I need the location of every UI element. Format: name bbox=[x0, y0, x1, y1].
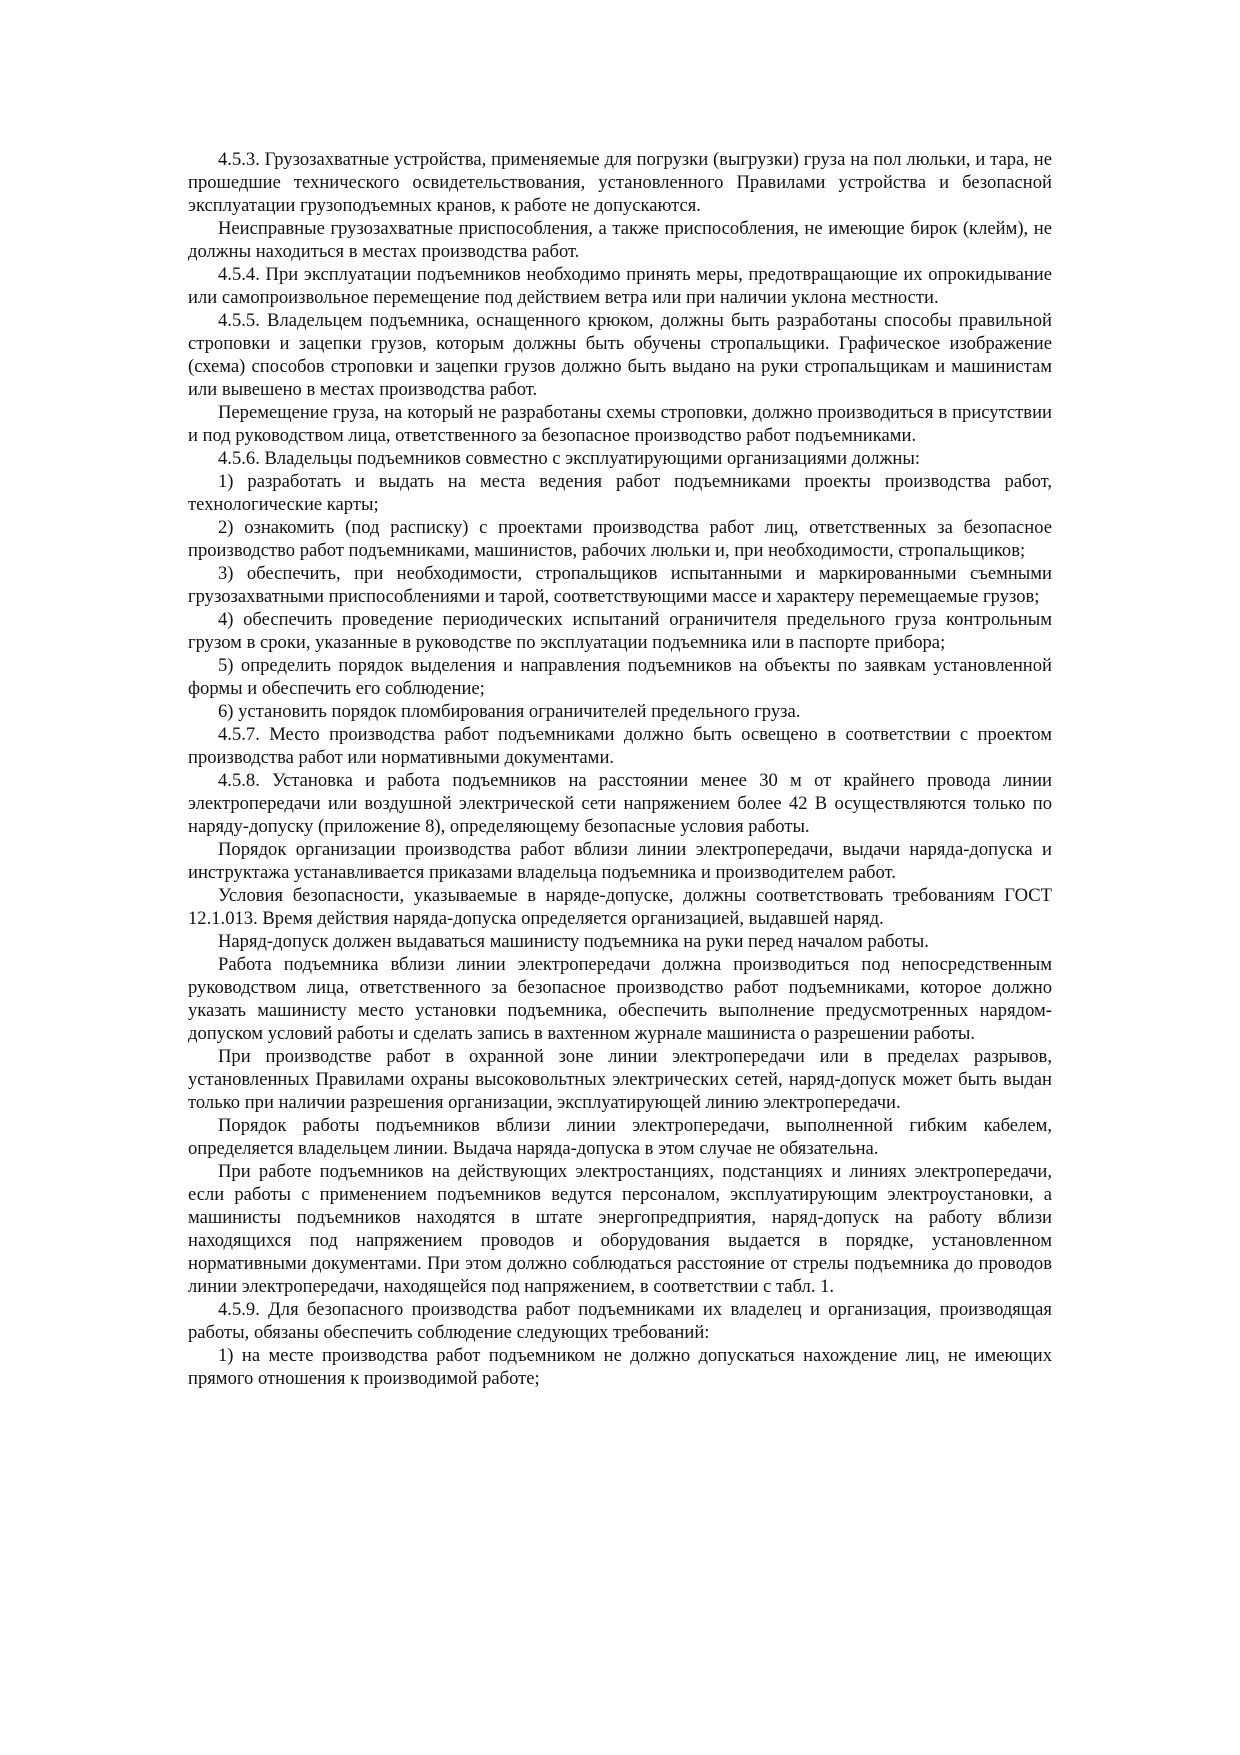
paragraph: Порядок работы подъемников вблизи линии электропередачи, выполненной гибким кабелем, определяется владельцем линии. Выдача наряда-допуска в этом случае не обязательна. bbox=[188, 1115, 1052, 1159]
paragraph: Перемещение груза, на который не разработаны схемы строповки, должно производиться в присутствии и под руководством лица, ответственного за безопасное производство работ подъемниками. bbox=[188, 402, 1052, 446]
paragraph: Работа подъемника вблизи линии электропередачи должна производиться под непосредственным руководством лица, ответственного за безопасное производство работ подъемниками, которое должно указать машинисту место установки подъемника, обеспечить выполнение предусмотренных нарядом-допуском условий работы и сделать запись в вахтенном журнале машиниста о разрешении работы. bbox=[188, 954, 1052, 1044]
paragraph-4-5-3: 4.5.3. Грузозахватные устройства, применяемые для погрузки (выгрузки) груза на пол люльки, и тара, не прошедшие технического освидетельствования, установленного Правилами устройства и безопасной эксплуатации грузоподъемных кранов, к работе не допускаются. bbox=[188, 149, 1052, 216]
list-item: 1) на месте производства работ подъемником не должно допускаться нахождение лиц, не имеющих прямого отношения к производимой работе; bbox=[188, 1345, 1052, 1389]
paragraph-4-5-5: 4.5.5. Владельцем подъемника, оснащенного крюком, должны быть разработаны способы правильной строповки и зацепки грузов, которым должны быть обучены стропальщики. Графическое изображение (схема) способов строповки и зацепки грузов должно быть выдано на руки стропальщикам и машинистам или вывешено в местах производства работ. bbox=[188, 310, 1052, 400]
paragraph: Наряд-допуск должен выдаваться машинисту подъемника на руки перед началом работы. bbox=[218, 931, 929, 952]
paragraph: Условия безопасности, указываемые в наряде-допуске, должны соответствовать требованиям ГОСТ 12.1.013. Время действия наряда-допуска определяется организацией, выдавшей наряд. bbox=[188, 885, 1052, 929]
paragraph-4-5-4: 4.5.4. При эксплуатации подъемников необходимо принять меры, предотвращающие их опрокидывание или самопроизвольное перемещение под действием ветра или при наличии уклона местности. bbox=[188, 264, 1052, 308]
list-item: 6) установить порядок пломбирования ограничителей предельного груза. bbox=[218, 701, 801, 722]
list-item: 1) разработать и выдать на места ведения работ подъемниками проекты производства работ, технологические карты; bbox=[188, 471, 1052, 515]
paragraph: Неисправные грузозахватные приспособления, а также приспособления, не имеющие бирок (клейм), не должны находиться в местах производства работ. bbox=[188, 218, 1052, 262]
list-item: 5) определить порядок выделения и направления подъемников на объекты по заявкам установленной формы и обеспечить его соблюдение; bbox=[188, 655, 1052, 699]
list-item: 3) обеспечить, при необходимости, стропальщиков испытанными и маркированными съемными грузозахватными приспособлениями и тарой, соответствующими массе и характеру перемещаемые грузов; bbox=[188, 563, 1052, 607]
list-item: 2) ознакомить (под расписку) с проектами производства работ лиц, ответственных за безопасное производство работ подъемниками, машинистов, рабочих люльки и, при необходимости, стропальщиков; bbox=[188, 517, 1052, 561]
paragraph: При производстве работ в охранной зоне линии электропередачи или в пределах разрывов, установленных Правилами охраны высоковольтных электрических сетей, наряд-допуск может быть выдан только при наличии разрешения организации, эксплуатирующей линию электропередачи. bbox=[188, 1046, 1052, 1113]
document-body bbox=[188, 148, 1052, 1390]
paragraph-4-5-8: 4.5.8. Установка и работа подъемников на расстоянии менее 30 м от крайнего провода линии электропередачи или воздушной электрической сети напряжением более 42 В осуществляются только по наряду-допуску (приложение 8), определяющему безопасные условия работы. bbox=[188, 770, 1052, 837]
paragraph: Порядок организации производства работ вблизи линии электропередачи, выдачи наряда-допуска и инструктажа устанавливается приказами владельца подъемника и производителем работ. bbox=[188, 839, 1052, 883]
paragraph: При работе подъемников на действующих электростанциях, подстанциях и линиях электропередачи, если работы с применением подъемников ведутся персоналом, эксплуатирующим электроустановки, а машинисты подъемников находятся в штате энергопредприятия, наряд-допуск на работу вблизи находящихся под напряжением проводов и оборудования выдается в порядке, установленном нормативными документами. При этом должно соблюдаться расстояние от стрелы подъемника до проводов линии электропередачи, находящейся под напряжением, в соответствии с табл. 1. bbox=[188, 1161, 1052, 1297]
paragraph-4-5-7: 4.5.7. Место производства работ подъемниками должно быть освещено в соответствии с проектом производства работ или нормативными документами. bbox=[188, 724, 1052, 768]
list-item: 4) обеспечить проведение периодических испытаний ограничителя предельного груза контрольным грузом в сроки, указанные в руководстве по эксплуатации подъемника или в паспорте прибора; bbox=[188, 609, 1052, 653]
paragraph-4-5-9: 4.5.9. Для безопасного производства работ подъемниками их владелец и организация, производящая работы, обязаны обеспечить соблюдение следующих требований: bbox=[188, 1299, 1052, 1343]
paragraph-4-5-6: 4.5.6. Владельцы подъемников совместно с эксплуатирующими организациями должны: bbox=[218, 448, 921, 469]
